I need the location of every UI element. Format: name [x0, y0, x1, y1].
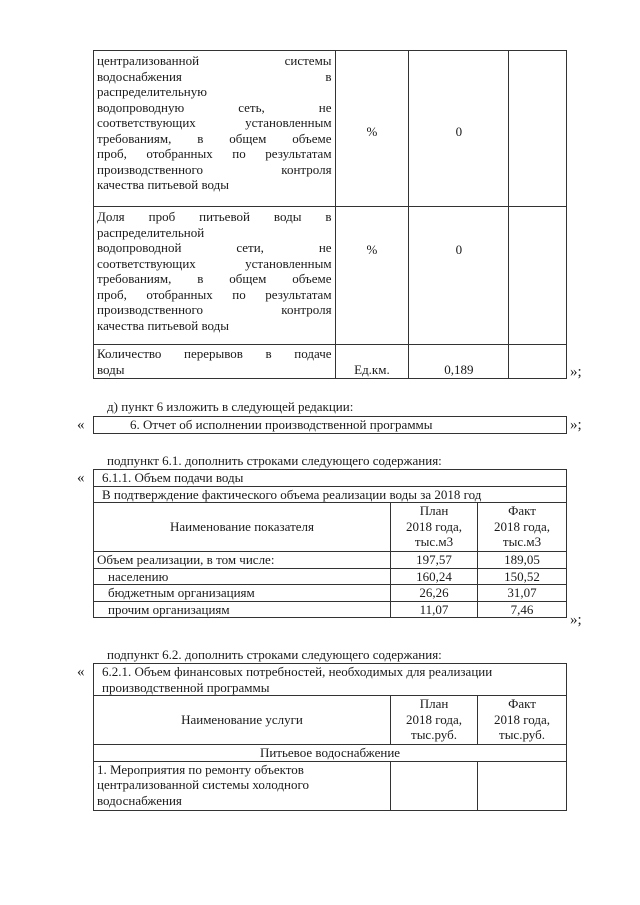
text-line: водопроводную сеть, не: [97, 99, 332, 115]
header-line: Факт: [508, 503, 536, 518]
header-label: Наименование услуги: [181, 712, 303, 728]
text-line: Количество перерывов в подаче: [97, 346, 332, 361]
table-row: [94, 207, 567, 345]
table-title: 6.1.1. Объем подачи воды: [102, 470, 244, 485]
text-line: требованиям, в общем объеме: [97, 271, 332, 286]
row-fact: 7,46: [478, 601, 567, 618]
water-supply-table: [93, 469, 567, 618]
column-header-plan: [391, 503, 478, 552]
text-line: требованиям, в общем объеме: [97, 130, 332, 146]
row-fact: 31,07: [478, 585, 567, 602]
paragraph-6-1: подпункт 6.1. дополнить строками следующего содержания:: [107, 453, 442, 468]
row-fact: 189,05: [478, 552, 567, 569]
unit-cell: [335, 51, 409, 207]
header-line: тыс.м3: [414, 534, 454, 549]
table-subtitle: В подтверждение фактического объема реализации воды за 2018 год: [102, 486, 482, 502]
column-header-fact: [478, 503, 567, 552]
header-line: 2018 года,: [405, 711, 463, 727]
indicator-value: 0: [455, 124, 463, 139]
text-line: Доля проб питьевой воды в: [97, 209, 332, 224]
column-header-fact: [478, 696, 567, 745]
header-line: Факт: [508, 696, 536, 711]
indicator-name-cell: [94, 345, 336, 379]
table-row: [94, 601, 567, 618]
text-line: воды: [97, 361, 125, 377]
financial-needs-table: [93, 663, 567, 811]
open-quote: «: [77, 470, 85, 486]
table-title-cell: [94, 470, 567, 487]
header-line: 2018 года,: [493, 711, 551, 727]
table-header-row: [94, 503, 567, 552]
text-line: водоснабжения в: [97, 68, 332, 84]
paragraph-d: д) пункт 6 изложить в следующей редакции:: [107, 399, 354, 414]
row-plan: 160,24: [391, 568, 478, 585]
indicator-name-cell: [94, 51, 336, 207]
value-cell: [409, 345, 509, 379]
text-line: 1. Мероприятия по ремонту объектов: [97, 761, 304, 777]
unit-value: Ед.км.: [354, 361, 390, 377]
indicator-name-cell: [94, 207, 336, 345]
row-plan: [391, 761, 478, 810]
text-line: проб, отобранных по результатам: [97, 286, 332, 302]
unit-cell: [335, 345, 409, 379]
close-quote: »;: [570, 417, 582, 433]
header-line: тыс.руб.: [499, 727, 545, 742]
header-line: План: [419, 503, 449, 518]
header-line: 2018 года,: [405, 518, 463, 534]
text-line: водоснабжения: [97, 792, 182, 808]
row-name: [94, 761, 391, 810]
column-header-name: [94, 696, 391, 745]
text-line: производственного контроля: [97, 302, 332, 317]
text-line: проб, отобранных по результатам: [97, 146, 332, 161]
text-line: распределительную: [97, 84, 207, 99]
text-line: соответствующих установленным: [97, 115, 332, 130]
table-row: [94, 51, 567, 207]
column-header-name: [94, 503, 391, 552]
section-6-title-cell: [94, 417, 567, 434]
table-row: [94, 585, 567, 602]
header-line: План: [419, 696, 449, 711]
text-line: централизованной системы: [97, 53, 332, 68]
text-line: качества питьевой воды: [97, 317, 230, 333]
text-line: централизованной системы холодного: [97, 777, 309, 792]
open-quote: «: [77, 664, 85, 680]
open-quote: «: [77, 417, 85, 433]
row-name: населению: [94, 568, 391, 585]
table-row: [94, 761, 567, 810]
table-title-cell: [94, 664, 567, 696]
text-line: производственного контроля: [97, 161, 332, 177]
header-line: тыс.руб.: [411, 727, 457, 742]
row-fact: 150,52: [478, 568, 567, 585]
header-label: Наименование показателя: [169, 519, 315, 535]
row-plan: 197,57: [391, 552, 478, 569]
unit-value: %: [366, 124, 378, 139]
unit-value: %: [366, 242, 378, 257]
close-quote: »;: [570, 364, 582, 380]
text-line: водопроводной сети, не: [97, 240, 332, 255]
unit-cell: [335, 207, 409, 345]
row-plan: 11,07: [391, 601, 478, 618]
row-name: Объем реализации, в том числе:: [94, 552, 391, 569]
text-line: производственной программы: [102, 679, 270, 695]
empty-cell: [509, 207, 567, 345]
row-plan: 26,26: [391, 585, 478, 602]
row-name: бюджетным организациям: [94, 585, 391, 602]
close-quote: »;: [570, 612, 582, 628]
text-line: распределительной: [97, 224, 205, 240]
header-line: 2018 года,: [493, 518, 551, 534]
indicator-value: 0,189: [444, 361, 474, 377]
row-fact: [478, 761, 567, 810]
column-header-plan: [391, 696, 478, 745]
table-row: [94, 568, 567, 585]
empty-cell: [509, 51, 567, 207]
table-subtitle-cell: [94, 486, 567, 503]
text-line: 6.2.1. Объем финансовых потребностей, необходимых для реализации: [102, 664, 493, 679]
text-line: соответствующих установленным: [97, 255, 332, 271]
table-row: [94, 552, 567, 569]
row-name: прочим организациям: [94, 601, 391, 618]
indicators-table: [93, 50, 567, 379]
paragraph-6-2: подпункт 6.2. дополнить строками следующего содержания:: [107, 647, 442, 662]
indicator-value: 0: [455, 242, 463, 257]
value-cell: [409, 207, 509, 345]
table-row: [94, 345, 567, 379]
section-6-title-box: [93, 416, 567, 434]
empty-cell: [509, 345, 567, 379]
section-6-title: 6. Отчет об исполнении производственной программы: [130, 417, 433, 432]
text-line: качества питьевой воды: [97, 177, 230, 192]
section-heading: Питьевое водоснабжение: [94, 745, 567, 762]
header-line: тыс.м3: [502, 534, 542, 549]
table-header-row: [94, 696, 567, 745]
value-cell: [409, 51, 509, 207]
